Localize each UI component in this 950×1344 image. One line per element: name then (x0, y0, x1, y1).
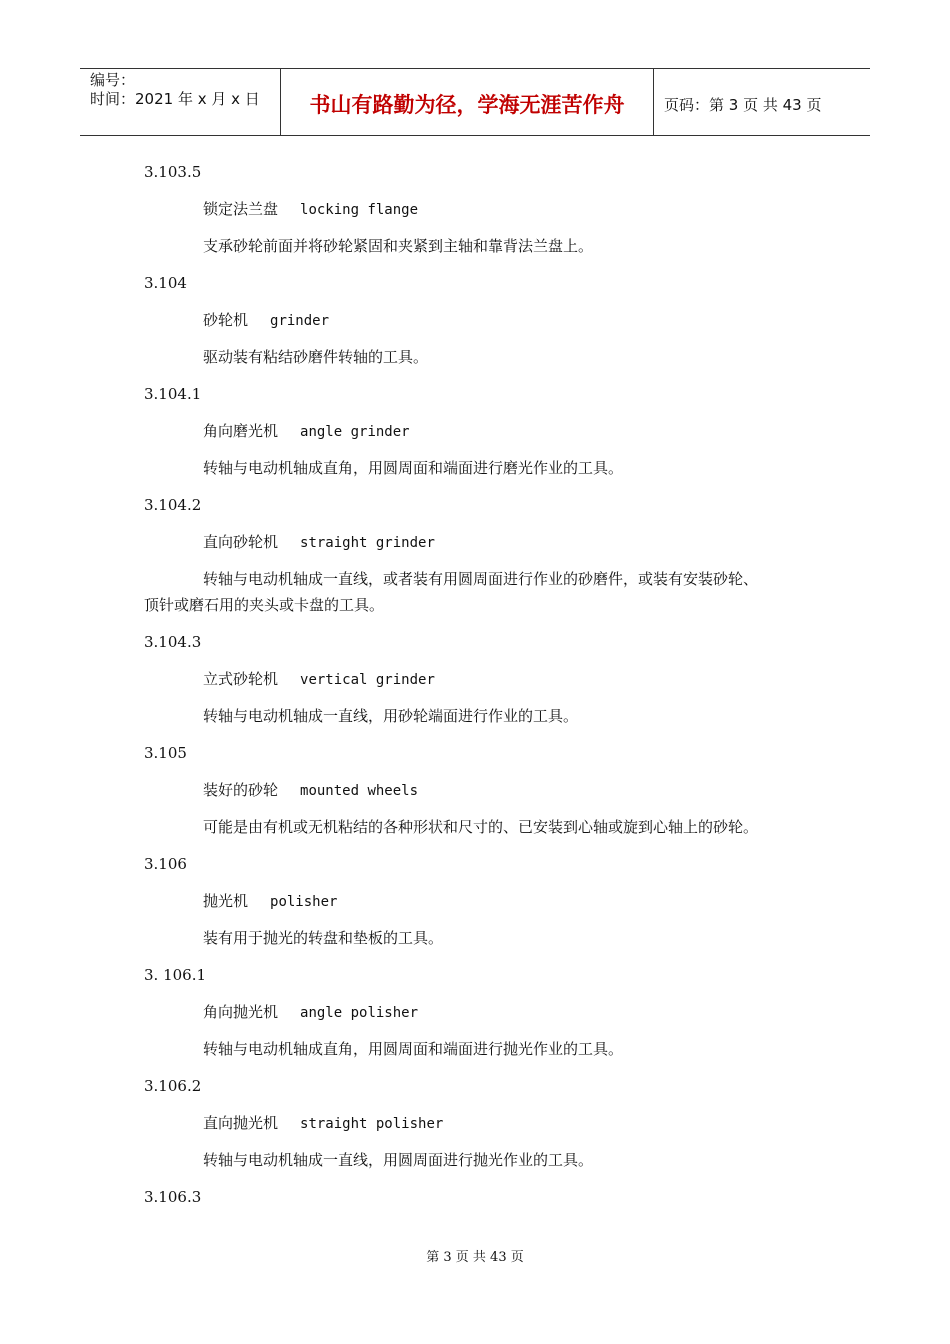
term-english: straight polisher (300, 1116, 444, 1132)
term-chinese: 砂轮机 (203, 311, 249, 329)
clause-number: 3.103.5 (144, 163, 202, 181)
clause-number: 3.104.2 (144, 496, 202, 514)
clause-number: 3.104 (144, 274, 187, 292)
term-english: angle grinder (300, 424, 410, 440)
term-chinese: 装好的砂轮 (203, 781, 279, 799)
clause-number: 3.106.2 (144, 1077, 202, 1095)
term-chinese: 角向磨光机 (203, 422, 279, 440)
term-line (203, 1002, 418, 1023)
term-line (203, 1113, 443, 1134)
clause-number: 3.106.3 (144, 1188, 202, 1206)
term-line (203, 669, 435, 690)
term-definition: 转轴与电动机轴成直角，用圆周面和端面进行磨光作业的工具。 (203, 459, 624, 477)
term-english: mounted wheels (300, 783, 419, 799)
term-definition: 转轴与电动机轴成一直线，或者装有用圆周面进行作业的砂磨件，或装有安装砂轮、 (203, 570, 759, 588)
header-page-label: 页码：第 3 页 共 43 页 (664, 95, 822, 114)
header-meta (80, 69, 281, 135)
term-english: locking flange (300, 202, 419, 218)
motto: 书山有路勤为径，学海无涯苦作舟 (281, 69, 654, 135)
time-label: 时间：2021 年 x 月 x 日 (90, 90, 260, 108)
term-chinese: 立式砂轮机 (203, 670, 279, 688)
clause-number: 3.106 (144, 855, 187, 873)
term-line (203, 421, 410, 442)
term-english: angle polisher (300, 1005, 419, 1021)
term-definition: 转轴与电动机轴成直角，用圆周面和端面进行抛光作业的工具。 (203, 1040, 624, 1058)
term-english: polisher (270, 894, 338, 910)
term-line (203, 310, 329, 331)
clause-number: 3. 106.1 (144, 966, 207, 984)
term-line (203, 199, 418, 220)
term-chinese: 抛光机 (203, 892, 249, 910)
term-line (203, 780, 418, 801)
clause-number: 3.105 (144, 744, 187, 762)
page-footer: 第 3 页 共 43 页 (426, 1250, 524, 1265)
term-definition: 顶针或磨石用的夹头或卡盘的工具。 (144, 596, 385, 614)
term-chinese: 直向砂轮机 (203, 533, 279, 551)
term-chinese: 锁定法兰盘 (203, 200, 279, 218)
term-definition: 转轴与电动机轴成一直线，用圆周面进行抛光作业的工具。 (203, 1151, 594, 1169)
term-line (203, 532, 435, 553)
page-header (80, 68, 870, 136)
term-definition: 可能是由有机或无机粘结的各种形状和尺寸的、已安装到心轴或旋到心轴上的砂轮。 (203, 818, 759, 836)
term-english: vertical grinder (300, 672, 435, 688)
term-english: straight grinder (300, 535, 435, 551)
term-definition: 装有用于抛光的转盘和垫板的工具。 (203, 929, 444, 947)
term-english: grinder (270, 313, 330, 329)
term-chinese: 角向抛光机 (203, 1003, 279, 1021)
term-line (203, 891, 337, 912)
term-chinese: 直向抛光机 (203, 1114, 279, 1132)
clause-number: 3.104.1 (144, 385, 202, 403)
term-definition: 转轴与电动机轴成一直线，用砂轮端面进行作业的工具。 (203, 707, 579, 725)
clause-number: 3.104.3 (144, 633, 202, 651)
term-definition: 支承砂轮前面并将砂轮紧固和夹紧到主轴和靠背法兰盘上。 (203, 237, 594, 255)
term-definition: 驱动装有粘结砂磨件转轴的工具。 (203, 348, 429, 366)
number-label: 编号： (90, 71, 136, 89)
